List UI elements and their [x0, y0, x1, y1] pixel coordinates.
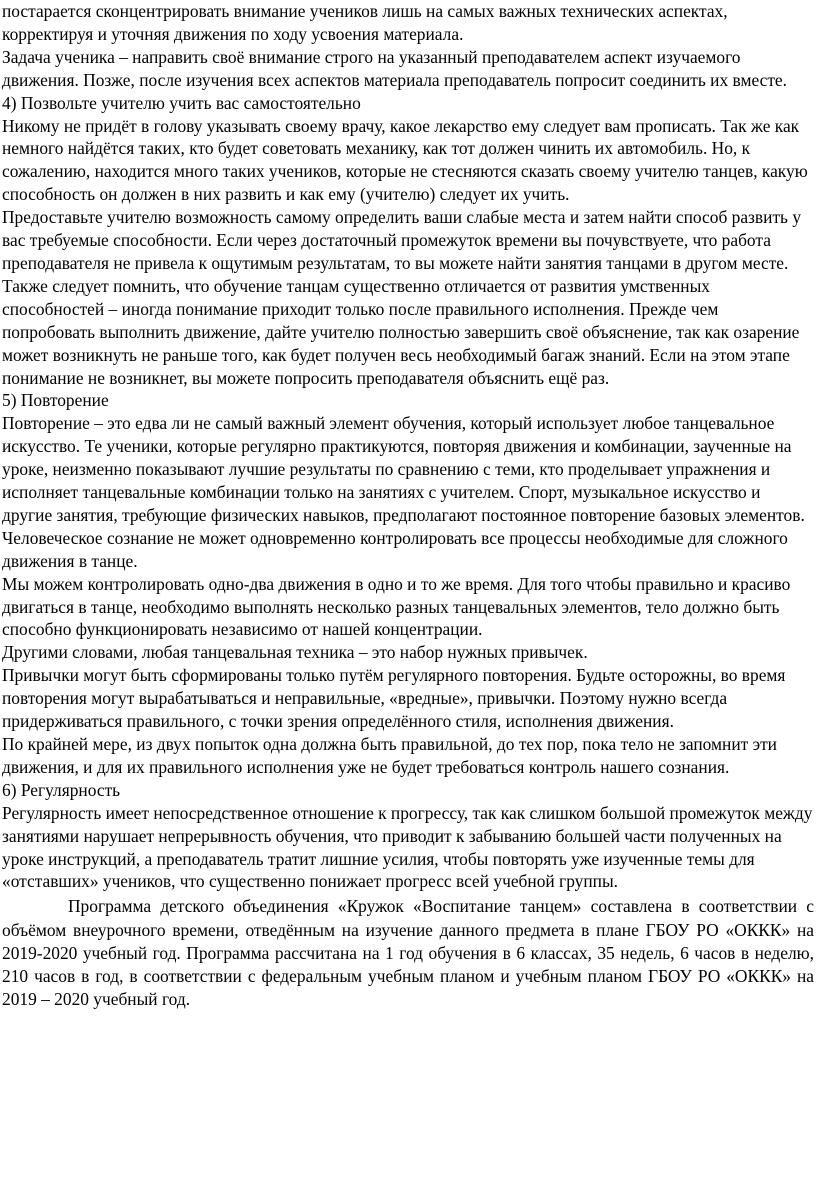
paragraph-5: Также следует помнить, что обучение танцам существенно отличается от развития умственных способностей – иногда понимание приходит только после правильного исполнения. Прежде чем попробовать выполнить движение, дайте учителю полностью завершить своё объяснение, так как озарение может возникнуть не раньше того, как будет получен весь необходимый багаж знаний. Если на этом этапе понимание не возникнет, вы можете попросить преподавателя объяснить ещё раз. — [2, 275, 800, 388]
paragraph-12: Регулярность имеет непосредственное отношение к прогрессу, так как слишком большой промежуток между занятиями нарушает непрерывность обучения, что приводит к забыванию большей части полученных на уроке инструкций, а преподаватель тратит лишние усилия, чтобы повторять уже изученные темы для «отставших» учеников, что существенно понижает прогресс всей учебной группы. — [2, 802, 813, 892]
paragraph-8: Мы можем контролировать одно-два движения в одно и то же время. Для того чтобы правильно и красиво двигаться в танце, необходимо выполнять несколько разных танцевальных элементов, тело должно быть способно функционировать независимо от нашей концентрации. — [2, 573, 791, 640]
section-heading-5: 5) Повторение — [2, 390, 109, 411]
program-summary-paragraph: Программа детского объединения «Кружок «Воспитание танцем» составлена в соответствии с объёмом внеурочного времени, отведённым на изучение данного предмета в плане ГБОУ РО «ОККК» на 2019-2020 учебный год. Программа рассчитана на 1 год обучения в 6 классах, 35 недель, 6 часов в неделю, 210 часов в год, в соответствии с федеральным учебным планом и учебным планом ГБОУ РО «ОККК» на 2019 – 2020 учебный год. — [2, 896, 814, 1010]
paragraph-3: Никому не придёт в голову указывать своему врачу, какое лекарство ему следует вам прописать. Так же как немного найдётся таких, кто будет советовать механику, как тот должен чинить их автомобиль. Но, к сожалению, находится много таких учеников, которые не стесняются сказать своему учителю танцев, какую способность он должен в них развить и как ему (учителю) следует их учить. — [2, 115, 808, 205]
paragraph-9: Другими словами, любая танцевальная техника – это набор нужных привычек. — [2, 642, 588, 663]
paragraph-11: По крайней мере, из двух попыток одна должна быть правильной, до тех пор, пока тело не запомнит эти движения, и для их правильного исполнения уже не будет требоваться контроль нашего сознания. — [2, 734, 777, 777]
paragraph-2: Задача ученика – направить своё внимание строго на указанный преподавателем аспект изучаемого движения. Позже, после изучения всех аспектов материала преподаватель попросит соединить их вместе. — [2, 46, 787, 90]
section-heading-4: 4) Позвольте учителю учить вас самостоятельно — [2, 92, 361, 113]
paragraph-4: Предоставьте учителю возможность самому определить ваши слабые места и затем найти способ развить у вас требуемые способности. Если через достаточный промежуток времени вы почувствуете, что работа преподавателя не привела к ощутимым результатам, то вы можете найти занятия танцами в другом месте. — [2, 207, 802, 273]
paragraph-7: Человеческое сознание не может одновременно контролировать все процессы необходимые для сложного движения в танце. — [2, 527, 788, 571]
paragraph-1: постарается сконцентрировать внимание учеников лишь на самых важных технических аспектах, корректируя и уточняя движения по ходу усвоения материала. — [2, 1, 728, 44]
paragraph-6: Повторение – это едва ли не самый важный элемент обучения, который использует любое танцевальное искусство. Те ученики, которые регулярно практикуются, повторяя движения и комбинации, заученные на уроке, неизменно показывают лучшие результаты по сравнению с теми, кто проделывает упражнения и исполняет танцевальные комбинации только на занятиях с учителем. Спорт, музыкальное искусство и другие занятия, требующие физических навыков, предполагают постоянное повторение базовых элементов. — [2, 413, 805, 525]
paragraph-10: Привычки могут быть сформированы только путём регулярного повторения. Будьте осторожны, во время повторения могут вырабатываться и неправильные, «вредные», привычки. Поэтому нужно всегда придерживаться правильного, с точки зрения определённого стиля, исполнения движения. — [2, 665, 786, 732]
section-heading-6: 6) Регулярность — [2, 779, 121, 800]
